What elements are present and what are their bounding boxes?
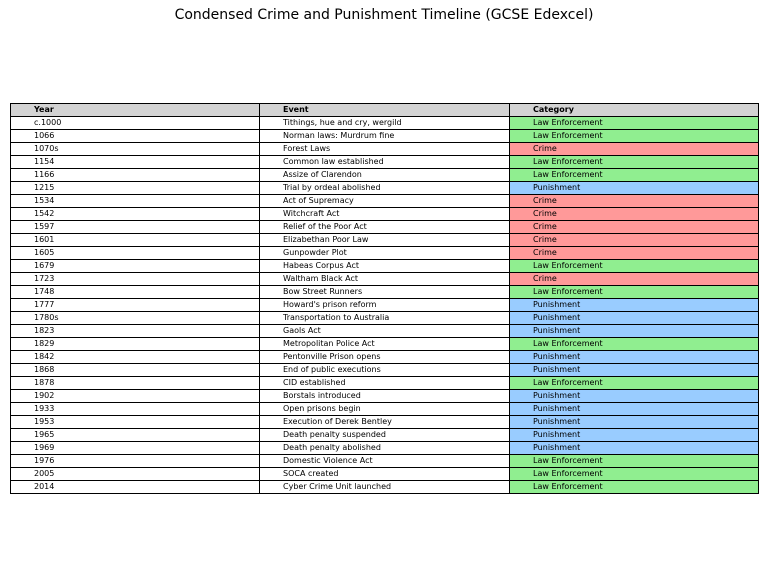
year-cell: 1842 [11, 351, 260, 364]
column-header-year: Year [11, 104, 260, 117]
table-row [11, 247, 759, 260]
event-cell: Howard's prison reform [260, 299, 510, 312]
timeline-table [10, 103, 759, 494]
page-title: Condensed Crime and Punishment Timeline (GCSE Edexcel) [174, 7, 594, 23]
category-cell: Law Enforcement [510, 169, 759, 182]
event-cell: Norman laws: Murdrum fine [260, 130, 510, 143]
table-row [11, 195, 759, 208]
table-row [11, 455, 759, 468]
year-cell: 1542 [11, 208, 260, 221]
table-row [11, 299, 759, 312]
year-cell: 2005 [11, 468, 260, 481]
year-cell: 1601 [11, 234, 260, 247]
event-cell: Elizabethan Poor Law [260, 234, 510, 247]
header-row [11, 104, 759, 117]
category-cell: Law Enforcement [510, 468, 759, 481]
table-row [11, 377, 759, 390]
column-header-event: Event [260, 104, 510, 117]
category-cell: Crime [510, 273, 759, 286]
table-row [11, 468, 759, 481]
year-cell: 1777 [11, 299, 260, 312]
event-cell: Tithings, hue and cry, wergild [260, 117, 510, 130]
year-cell: 1933 [11, 403, 260, 416]
table-row [11, 156, 759, 169]
category-cell: Crime [510, 208, 759, 221]
year-cell: 1902 [11, 390, 260, 403]
category-cell: Law Enforcement [510, 130, 759, 143]
event-cell: SOCA created [260, 468, 510, 481]
column-header-category: Category [510, 104, 759, 117]
category-cell: Law Enforcement [510, 156, 759, 169]
category-cell: Law Enforcement [510, 117, 759, 130]
event-cell: Pentonville Prison opens [260, 351, 510, 364]
table-row [11, 221, 759, 234]
category-cell: Punishment [510, 299, 759, 312]
table-row [11, 325, 759, 338]
event-cell: Gaols Act [260, 325, 510, 338]
year-cell: 1976 [11, 455, 260, 468]
event-cell: Witchcraft Act [260, 208, 510, 221]
year-cell: 1534 [11, 195, 260, 208]
year-cell: c.1000 [11, 117, 260, 130]
table-row [11, 390, 759, 403]
table-row [11, 351, 759, 364]
table-row [11, 130, 759, 143]
year-cell: 1823 [11, 325, 260, 338]
year-cell: 1780s [11, 312, 260, 325]
table-row [11, 234, 759, 247]
event-cell: Transportation to Australia [260, 312, 510, 325]
table-row [11, 364, 759, 377]
table-row [11, 429, 759, 442]
category-cell: Crime [510, 143, 759, 156]
event-cell: Forest Laws [260, 143, 510, 156]
category-cell: Law Enforcement [510, 260, 759, 273]
table-row [11, 338, 759, 351]
category-cell: Punishment [510, 442, 759, 455]
event-cell: Borstals introduced [260, 390, 510, 403]
table-row [11, 416, 759, 429]
table-row [11, 312, 759, 325]
event-cell: Gunpowder Plot [260, 247, 510, 260]
table-row [11, 286, 759, 299]
table-row [11, 208, 759, 221]
category-cell: Punishment [510, 312, 759, 325]
year-cell: 1965 [11, 429, 260, 442]
table-row [11, 169, 759, 182]
category-cell: Punishment [510, 390, 759, 403]
event-cell: Bow Street Runners [260, 286, 510, 299]
year-cell: 1953 [11, 416, 260, 429]
category-cell: Punishment [510, 403, 759, 416]
event-cell: Waltham Black Act [260, 273, 510, 286]
year-cell: 1166 [11, 169, 260, 182]
event-cell: Relief of the Poor Act [260, 221, 510, 234]
category-cell: Punishment [510, 429, 759, 442]
year-cell: 2014 [11, 481, 260, 494]
year-cell: 1723 [11, 273, 260, 286]
event-cell: Open prisons begin [260, 403, 510, 416]
event-cell: Death penalty suspended [260, 429, 510, 442]
table-row [11, 442, 759, 455]
year-cell: 1748 [11, 286, 260, 299]
category-cell: Law Enforcement [510, 286, 759, 299]
table-row [11, 403, 759, 416]
year-cell: 1070s [11, 143, 260, 156]
year-cell: 1215 [11, 182, 260, 195]
event-cell: Act of Supremacy [260, 195, 510, 208]
category-cell: Crime [510, 234, 759, 247]
event-cell: Habeas Corpus Act [260, 260, 510, 273]
category-cell: Punishment [510, 351, 759, 364]
event-cell: Metropolitan Police Act [260, 338, 510, 351]
event-cell: Execution of Derek Bentley [260, 416, 510, 429]
event-cell: Death penalty abolished [260, 442, 510, 455]
year-cell: 1679 [11, 260, 260, 273]
table-row [11, 117, 759, 130]
year-cell: 1878 [11, 377, 260, 390]
event-cell: Assize of Clarendon [260, 169, 510, 182]
year-cell: 1868 [11, 364, 260, 377]
category-cell: Crime [510, 195, 759, 208]
year-cell: 1969 [11, 442, 260, 455]
event-cell: Cyber Crime Unit launched [260, 481, 510, 494]
category-cell: Crime [510, 247, 759, 260]
category-cell: Law Enforcement [510, 377, 759, 390]
event-cell: Domestic Violence Act [260, 455, 510, 468]
year-cell: 1605 [11, 247, 260, 260]
category-cell: Punishment [510, 416, 759, 429]
table-row [11, 143, 759, 156]
category-cell: Law Enforcement [510, 338, 759, 351]
event-cell: Common law established [260, 156, 510, 169]
table-row [11, 481, 759, 494]
table-row [11, 182, 759, 195]
table-row [11, 273, 759, 286]
category-cell: Law Enforcement [510, 481, 759, 494]
year-cell: 1154 [11, 156, 260, 169]
category-cell: Crime [510, 221, 759, 234]
year-cell: 1597 [11, 221, 260, 234]
category-cell: Punishment [510, 364, 759, 377]
event-cell: End of public executions [260, 364, 510, 377]
year-cell: 1066 [11, 130, 260, 143]
year-cell: 1829 [11, 338, 260, 351]
event-cell: CID established [260, 377, 510, 390]
table-body [11, 117, 759, 494]
category-cell: Punishment [510, 325, 759, 338]
category-cell: Punishment [510, 182, 759, 195]
category-cell: Law Enforcement [510, 455, 759, 468]
table-row [11, 260, 759, 273]
event-cell: Trial by ordeal abolished [260, 182, 510, 195]
